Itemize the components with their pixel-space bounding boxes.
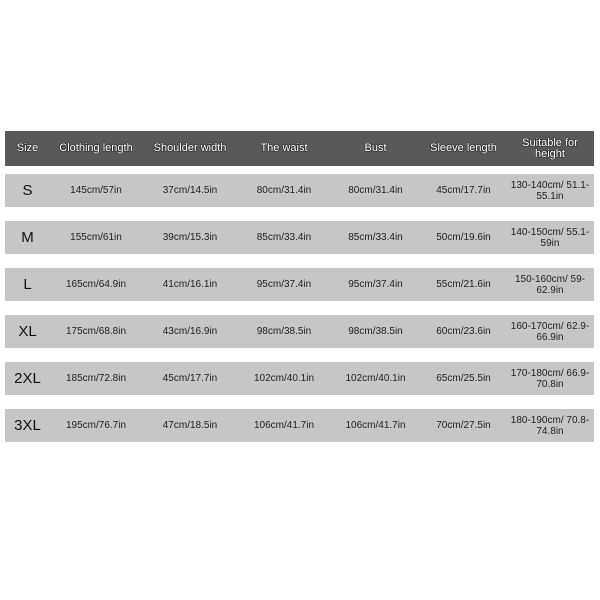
bust-value: 80cm/31.4in bbox=[348, 185, 403, 196]
table-row bbox=[5, 268, 594, 301]
bust-value: 95cm/37.4in bbox=[348, 279, 403, 290]
height-range-value: 150-160cm/ 59-62.9in bbox=[514, 273, 586, 296]
bust-value: 102cm/40.1in bbox=[345, 373, 406, 384]
sleeve-length-value: 60cm/23.6in bbox=[436, 326, 491, 337]
clothing-length-value: 185cm/72.8in bbox=[65, 373, 127, 384]
header-sleeve-length: Sleeve length bbox=[430, 142, 497, 154]
sleeve-length-value: 55cm/21.6in bbox=[436, 279, 491, 290]
sleeve-length-value: 50cm/19.6in bbox=[436, 232, 491, 243]
bust-value: 85cm/33.4in bbox=[348, 232, 403, 243]
waist-value: 98cm/38.5in bbox=[256, 326, 312, 337]
table-row bbox=[5, 362, 594, 395]
table-row bbox=[5, 221, 594, 254]
sleeve-length-value: 70cm/27.5in bbox=[436, 420, 491, 431]
header-size: Size bbox=[16, 142, 39, 154]
shoulder-width-value: 41cm/16.1in bbox=[162, 279, 218, 290]
shoulder-width-value: 45cm/17.7in bbox=[162, 373, 218, 384]
shoulder-width-value: 43cm/16.9in bbox=[162, 326, 218, 337]
sleeve-length-value: 65cm/25.5in bbox=[436, 373, 491, 384]
size-chart-table bbox=[5, 131, 594, 456]
height-range-value: 140-150cm/ 55.1-59in bbox=[510, 226, 590, 249]
size-label: L bbox=[23, 276, 32, 293]
shoulder-width-value: 47cm/18.5in bbox=[162, 420, 218, 431]
waist-value: 95cm/37.4in bbox=[256, 279, 312, 290]
height-range-value: 170-180cm/ 66.9-70.8in bbox=[510, 367, 590, 390]
header-bust: Bust bbox=[364, 142, 387, 154]
sleeve-length-value: 45cm/17.7in bbox=[436, 185, 491, 196]
header-suitable-height: Suitable for height bbox=[522, 136, 578, 160]
size-label: XL bbox=[18, 323, 37, 340]
waist-value: 80cm/31.4in bbox=[256, 185, 312, 196]
table-row bbox=[5, 409, 594, 442]
clothing-length-value: 155cm/61in bbox=[70, 232, 122, 243]
header-clothing-length: Clothing length bbox=[59, 142, 133, 154]
shoulder-width-value: 39cm/15.3in bbox=[162, 232, 218, 243]
waist-value: 106cm/41.7in bbox=[253, 420, 315, 431]
height-range-value: 160-170cm/ 62.9-66.9in bbox=[510, 320, 590, 343]
height-range-value: 130-140cm/ 51.1-55.1in bbox=[510, 179, 590, 202]
bust-value: 106cm/41.7in bbox=[345, 420, 406, 431]
clothing-length-value: 145cm/57in bbox=[70, 185, 122, 196]
size-label: S bbox=[22, 182, 33, 199]
header-waist: The waist bbox=[260, 142, 308, 154]
clothing-length-value: 175cm/68.8in bbox=[65, 326, 127, 337]
clothing-length-value: 165cm/64.9in bbox=[65, 279, 127, 290]
bust-value: 98cm/38.5in bbox=[348, 326, 403, 337]
waist-value: 85cm/33.4in bbox=[256, 232, 312, 243]
size-label: 3XL bbox=[14, 417, 41, 434]
waist-value: 102cm/40.1in bbox=[253, 373, 315, 384]
shoulder-width-value: 37cm/14.5in bbox=[162, 185, 218, 196]
table-row bbox=[5, 315, 594, 348]
size-label: M bbox=[21, 229, 34, 246]
table-row bbox=[5, 174, 594, 207]
header-shoulder-width: Shoulder width bbox=[153, 142, 227, 154]
table-header-row bbox=[5, 131, 594, 166]
clothing-length-value: 195cm/76.7in bbox=[65, 420, 127, 431]
size-label: 2XL bbox=[14, 370, 41, 387]
height-range-value: 180-190cm/ 70.8-74.8in bbox=[510, 414, 590, 437]
